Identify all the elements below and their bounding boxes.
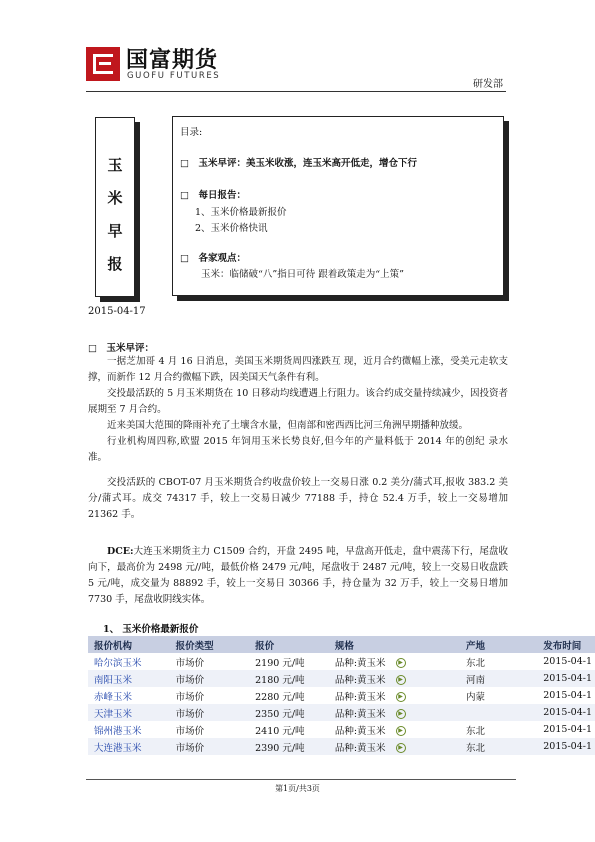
table-row [88,721,595,738]
table-row [88,738,595,755]
price-table [88,636,595,755]
origin-cell-text: 内蒙 [466,691,486,703]
origin-cell [460,687,537,704]
toc-subitem-opinion[interactable]: 玉米：临储破“八”指日可待 跟着政策走为“上策” [201,269,404,280]
spec-cell [329,721,460,738]
publish-time-cell [537,670,595,687]
origin-cell-text: 东北 [466,725,486,737]
report-date: 2015-04-17 [88,306,146,317]
origin-cell-text: 东北 [466,742,486,754]
report-title-char: 早 [107,222,123,240]
table-row [88,687,595,704]
spec-cell [329,670,460,687]
report-title-char: 玉 [107,156,123,174]
price-cell-text: 2280 元/吨 [255,691,305,703]
detail-arrow-icon[interactable]: ▶ [396,692,406,702]
table-row [88,704,595,721]
spec-cell-text: 品种:黄玉米 [334,674,386,686]
spec-cell [329,687,460,704]
org-link-text: 赤峰玉米 [94,691,133,703]
toc-item-opinions[interactable]: □ 各家观点： [180,253,246,264]
publish-time-cell-text: 2015-04-1 [543,673,592,684]
spec-cell-text: 品种:黄玉米 [334,725,386,737]
origin-cell-text: 东北 [466,657,486,669]
org-link-text: 天津玉米 [94,708,133,720]
department-label: 研发部 [473,79,503,90]
column-header: 规格 [329,636,460,653]
toc-item-daily[interactable]: □ 每日报告： [180,190,246,201]
org-link-text: 锦州港玉米 [94,725,142,737]
publish-time-cell [537,721,595,738]
origin-cell [460,721,537,738]
price-type-cell [170,687,250,704]
detail-arrow-icon[interactable]: ▶ [396,743,406,753]
section-heading-prices: 1、 玉米价格最新报价 [103,624,199,635]
toc-subitem-latest-price[interactable]: 1、玉米价格最新报价 [195,207,287,218]
detail-arrow-icon[interactable]: ▶ [396,709,406,719]
org-link-text: 南阳玉米 [94,674,133,686]
company-logo-mark [86,47,120,81]
company-name-en: GUOFU FUTURES [127,71,221,81]
price-cell [249,653,329,670]
dce-label: DCE: [107,546,134,557]
price-cell-text: 2350 元/吨 [255,708,305,720]
price-type-cell [170,704,250,721]
price-cell-text: 2180 元/吨 [255,674,305,686]
price-cell [249,721,329,738]
spec-cell-text: 品种:黄玉米 [334,708,386,720]
toc-subitem-price-news[interactable]: 2、玉米价格快讯 [195,223,268,234]
price-cell [249,687,329,704]
price-type-cell [170,721,250,738]
publish-time-cell [537,687,595,704]
price-cell-text: 2410 元/吨 [255,725,305,737]
org-link[interactable] [88,704,170,721]
dce-text: 大连玉米期货主力 C1509 合约，开盘 2495 吨，早盘高开低走，盘中震荡下行，尾盘收向下，最高价为 2498 元//吨，最低价格 2479 元/吨，尾盘收于 2487 元/吨，较上一交易日收盘跌 5 元/吨，成交量为 88892 手，较上一交易日 30366 手，持仓量为 32 万手，较上一交易日增加 7730 手，尾盘收阴线实体。 [88,546,508,605]
spec-cell [329,738,460,755]
footer-divider [86,779,516,780]
spec-cell-text: 品种:黄玉米 [334,742,386,754]
origin-cell [460,704,537,721]
toc-heading: 目录: [180,127,203,138]
spec-cell-text: 品种:黄玉米 [334,691,386,703]
price-cell [249,670,329,687]
publish-time-cell [537,738,595,755]
dce-paragraph [88,544,508,608]
cbot-paragraph: 交投活跃的 CBOT-07 月玉米期货合约收盘价较上一交易日涨 0.2 美分/蒲式耳,报收 383.2 美分/蒲式耳。成交 74317 手，较上一交易日减少 77188 手，持仓 52.4 万手，较上一交易增加 21362 手。 [88,477,508,520]
price-cell-text: 2390 元/吨 [255,742,305,754]
table-row [88,670,595,687]
review-paragraph: 近来美国大范围的降雨补充了土壤含水量，但南部和密西西比河三角洲早期播种放缓。 [107,420,469,431]
price-type-cell [170,738,250,755]
price-type-cell-text: 市场价 [175,708,205,720]
page-number: 第1页/共3页 [275,784,320,793]
table-of-contents [172,116,504,296]
header-divider [86,91,506,92]
detail-arrow-icon[interactable]: ▶ [396,658,406,668]
price-type-cell-text: 市场价 [175,691,205,703]
detail-arrow-icon[interactable]: ▶ [396,726,406,736]
publish-time-cell-text: 2015-04-1 [543,741,592,752]
org-link[interactable] [88,738,170,755]
publish-time-cell-text: 2015-04-1 [543,656,592,667]
spec-cell [329,653,460,670]
table-row [88,653,595,670]
review-paragraph: 交投最活跃的 5 月玉米期货在 10 日移动均线遭遇上行阻力。该合约成交量持续减少，因投资者展期至 7 月合约。 [88,388,508,415]
column-header: 报价机构 [88,636,170,653]
price-type-cell-text: 市场价 [175,742,205,754]
price-type-cell [170,670,250,687]
detail-arrow-icon[interactable]: ▶ [396,675,406,685]
toc-item-review[interactable]: □ 玉米早评：美玉米收涨，连玉米高开低走，增仓下行 [180,158,417,169]
review-paragraph: 一据芝加哥 4 月 16 日消息，美国玉米期货周四涨跌互 现，近月合约微幅上涨，受美元走软支撑，而新作 12 月合约微幅下跌，因美国天气条件有利。 [88,356,508,383]
org-link-text: 哈尔滨玉米 [94,657,142,669]
price-type-cell [170,653,250,670]
publish-time-cell-text: 2015-04-1 [543,690,592,701]
column-header: 报价 [249,636,329,653]
publish-time-cell [537,704,595,721]
company-name-cn: 国富期货 [126,48,219,73]
publish-time-cell-text: 2015-04-1 [543,724,592,735]
price-cell [249,704,329,721]
origin-cell-text: 河南 [466,674,486,686]
price-type-cell-text: 市场价 [175,725,205,737]
price-cell-text: 2190 元/吨 [255,657,305,669]
origin-cell [460,653,537,670]
spec-cell [329,704,460,721]
org-link-text: 大连港玉米 [94,742,142,754]
report-title-box [95,117,135,297]
origin-cell [460,738,537,755]
org-link[interactable] [88,670,170,687]
origin-cell [460,670,537,687]
spec-cell-text: 品种:黄玉米 [334,657,386,669]
column-header: 产地 [460,636,537,653]
table-header-row [88,636,595,653]
column-header: 发布时间 [537,636,595,653]
review-paragraph: 行业机构周四称,欧盟 2015 年饲用玉米长势良好,但今年的产量料低于 2014 年的创纪 录水准。 [88,436,508,463]
org-link[interactable] [88,687,170,704]
report-title-char: 米 [107,189,123,207]
price-cell [249,738,329,755]
section-heading-review: □ 玉米早评： [88,343,154,354]
price-type-cell-text: 市场价 [175,657,205,669]
publish-time-cell-text: 2015-04-1 [543,707,592,718]
report-title-char: 报 [107,255,123,273]
org-link[interactable] [88,721,170,738]
org-link[interactable] [88,653,170,670]
column-header: 报价类型 [170,636,250,653]
publish-time-cell [537,653,595,670]
price-type-cell-text: 市场价 [175,674,205,686]
